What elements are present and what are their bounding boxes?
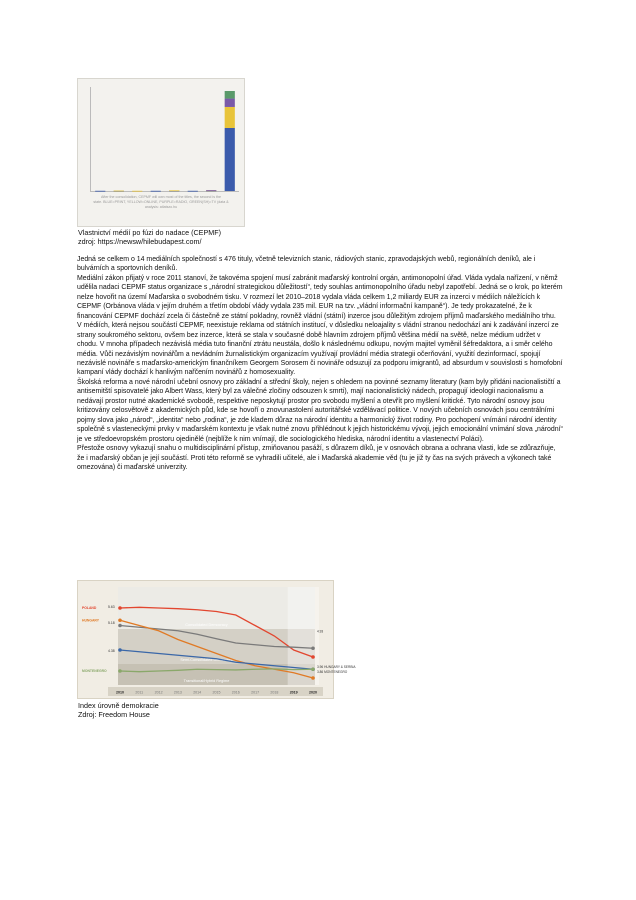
x-tick-label: 2011 [135,690,144,695]
series-start-point [118,618,122,622]
x-tick-label: 2010 [116,690,124,695]
figure1-caption-source: zdroj: https://newsw/hilebudapest.com/ [78,237,202,246]
figure1-inner-caption-line: After the consolidation, CEPMF will own most of the titles, the second is the [100,195,222,199]
bar-segment [151,191,161,192]
bar-segment [132,191,142,192]
paragraph: Školská reforma a nové národní učební osnovy pro základní a střední školy, nejen s ohledem na povinné seznamy literatury (kam byly přidáni nacionalističtí a antisemitští spisovatelé jako Albert Wass, který byl za válečné zločiny odsouzen k smrti), mají nacionalistický nádech, propagují ideologii nacionalismu a nedávají prostor nutné akademické svobodě, respektive neposkytují prostor pro svobodu myšlení a otevřít pro myšlení kritické. Tyto národní osnovy jsou kritizovány celosvětově z akademických půd, kde se hovoří o znovunastolení autoritářské vzdělávací politice. V nových učebních osnovách jsou centrálními pojmy slova jako „národ“, „identita“ nebo „rodina“, je zde kladem důraz na národní identitu a harmonický život rodiny. Pro pochopení vnímání národní identity společně s vlasteneckými prvky v maďarském kontextu je však nutné znovu přihlédnout k jejich historickému vývoji, jejich emocionální vnímání slova „národní“ je ve středoevropském prostoru ojedinělé (nejblíže k nim vnímají, dle sociologického hlediska, národní identitu a vlastenectví Poláci). [77,378,563,443]
bar-segment [225,107,235,128]
series-end-point [311,655,315,659]
regime-band-label: Semi-Consolidated Democracy [180,658,233,662]
start-value-label: 5.18 [108,620,115,625]
media-ownership-figure [77,78,245,227]
bar-segment [225,99,235,107]
series-end-point [311,676,315,680]
democracy-index-chart [78,581,356,698]
x-tick-label: 2020 [309,690,317,695]
bar-segment [206,190,216,191]
figure1-inner-caption [84,195,238,210]
series-end-point [311,646,315,650]
figure2-caption [78,701,159,719]
figure1-inner-caption-line: analysis: atlatszo.hu [144,205,178,209]
bar-segment [188,191,198,192]
paragraph: V médiích, která nejsou součástí CEPMF, neexistuje reklama od státních institucí, v důsledku neloajality s vládní stranou nedochází ani k zadávání inzercí ze strany soukromého sektoru, ovšem bez inzerce, která se stala v současné době hlavním zdrojem příjmů většina médií na světě, nelze médium udržet v chodu. V mnoha případech nezávislá média tuto finanční ztrátu neustála, došlo k následnému odkupu, novým majitel vyměnil šéfredaktora, a i směr celého média. Vůči nezávislým novinářům a nevládním žurnalistickým organizacím využívají provládní média strategii očerňování, využití dezinformací, spojují nezávislé novináře s maďarsko-americkým finančníkem Georgem Sorosem či novináře odsuzují za podporu imigrantů, ad absurdum v souvislosti s homofobní kampaní vlády dochází k hanlivým nařčením novinářů z homosexuality. [77,322,563,377]
series-label: MONTENEGRO [82,669,107,674]
x-tick-label: 2014 [193,690,202,695]
end-value-label: 3.96 HUNGARY & SERBIA [317,665,356,670]
figure2-caption-source: Zdroj: Freedom House [78,710,150,719]
end-value-label: 3.86 MONTENEGRO [317,670,348,675]
series-end-point [311,667,315,671]
series-start-point [118,669,122,673]
series-label: HUNGARY [82,618,100,623]
article-body [77,255,563,472]
x-tick-label: 2013 [173,690,182,695]
series-label: POLAND [82,606,97,611]
end-value-label: 4.93 [317,629,324,634]
series-start-point [118,648,122,652]
paragraph: Jedná se celkem o 14 mediálních společností s 476 tituly, včetně televizních stanic, rádiových stanic, zpravodajských webů, regionálních deníků, ale i bulvárních a sportovních deníků. [77,256,536,273]
bar-segment [225,128,235,191]
paragraph: Mediální zákon přijatý v roce 2011 stanoví, že takovéma spojení musí zabránit maďarský kontrolní orgán, antimonopolní úřad. Vláda vydala nařízení, v němž udělila nadaci CEPMF status organizace s „národní strategickou důležitostí“, tedy souhlas antimonopolního úřadu nebyl zapotřebí. Jedná se o krok, po kterém nelze hovořit na území Maďarska o svobodném tisku. V rozmezí let 2010–2018 vydala vláda celkem 1,2 miliardy EUR za inzerci v médiích náležících k CEPMF (Orbánova vláda v jejím druhém a třetím období vlády vydala 235 mil. EUR na tzv. „vládní informační kampaně“). Je tedy prokazatelné, že k financování CEPMF dochází zcela či částečně ze státní pokladny, rovněž vládní (státní) inzerce jsou důležitým zdrojem příjmů maďarského mediálního trhu. [77,274,563,320]
series-start-point [118,624,122,628]
media-ownership-svg [91,87,239,191]
x-tick-label: 2016 [231,690,240,695]
democracy-index-figure [77,580,356,699]
media-ownership-chart [90,87,239,192]
figure1-caption [78,228,221,246]
start-value-label: 5.63 [108,605,115,610]
bar-segment [95,191,105,192]
figure2-caption-title: Index úrovně demokracie [78,701,159,710]
x-tick-label: 2015 [212,690,221,695]
start-value-label: 4.38 [108,648,115,653]
bar-segment [114,191,124,192]
x-tick-label: 2018 [270,690,279,695]
paragraph: Přestože osnovy vykazují snahu o multidisciplinární přístup, zmiňovanou pasáží, s důrazem díků, je v osnovách obrana a ochrana vlasti, kde se zdůrazňuje, že i maďarský občan je její součástí. Proti této reformě se vyhradili učitelé, ale i Maďarská akademie věd (tu je již ty čas na svých právech a výkonech také omezována) či maďarské univerzity. [77,445,556,471]
regime-band-label: Transitional/Hybrid Regime [183,679,230,683]
regime-band-label: Consolidated Democracy [185,623,228,627]
figure1-inner-caption-line: state. BLUE=PRINT, YELLOW=ONLINE, PURPLE=RADIO, GREEN(SH)=TV (data & [93,200,229,204]
x-tick-label: 2019 [289,690,298,695]
x-tick-label: 2012 [154,690,163,695]
figure1-caption-title: Vlastnictví médií po fúzi do nadace (CEPMF) [78,228,222,237]
series-start-point [118,606,122,610]
x-tick-label: 2017 [251,690,260,695]
bar-segment [225,91,235,99]
bar-segment [169,190,179,191]
